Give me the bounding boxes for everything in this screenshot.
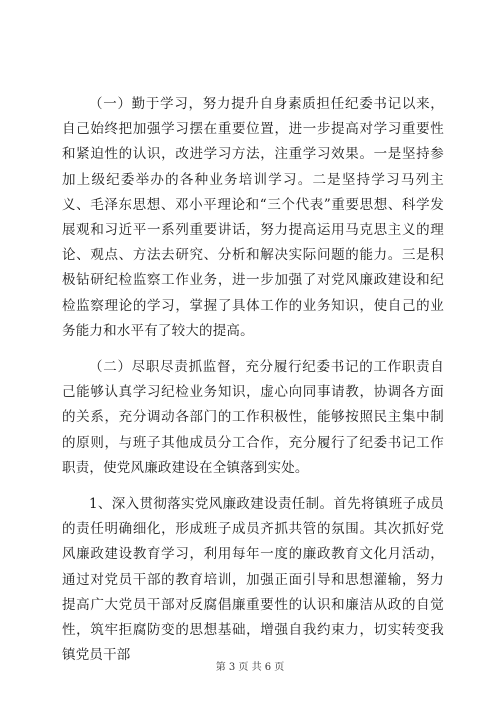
paragraph-supervision: （二）尽职尽责抓监督，充分履行纪委书记的工作职责自己能够认真学习纪检业务知识，虚心向同事请教，协调各方面的关系，充分调动各部门的工作积极性，能够按照民主集中制的原则，与班子其他成员分工合作，充分履行了纪委书记工作职责，使党风廉政建设在全镇落到实处。	[62, 359, 444, 476]
page-number-footer: 第 3 页 共 6 页	[215, 662, 285, 673]
paragraph-study: （一）勤于学习，努力提升自身素质担任纪委书记以来，自己始终把加强学习摆在重要位置，进一步提高对学习重要性和紧迫性的认识，改进学习方法，注重学习效果。一是坚持参加上级纪委举办的各种业务培训学习。二是坚持学习马列主义、毛泽东思想、邓小平理论和“三个代表”重要思想、科学发展观和习近平一系列重要讲话，努力提高运用马克思主义的理论、观点、方法去研究、分析和解决实际问题的能力。三是积极钻研纪检监察工作业务，进一步加强了对党风廉政建设和纪检监察理论的学习，掌握了具体工作的业务知识，使自己的业务能力和水平有了较大的提高。	[62, 96, 444, 339]
paragraph-responsibility: 1、深入贯彻落实党风廉政建设责任制。首先将镇班子成员的责任明确细化，形成班子成员齐抓共管的氛围。其次抓好党风廉政建设教育学习，利用每年一度的廉政教育文化月活动，通过对党员干部的教育培训，加强正面引导和思想灌输，努力提高广大党员干部对反腐倡廉重要性的认识和廉洁从政的自觉性，筑牢拒腐防变的思想基础，增强自我约束力，切实转变我镇党员干部	[62, 496, 444, 664]
document-body	[62, 92, 444, 679]
